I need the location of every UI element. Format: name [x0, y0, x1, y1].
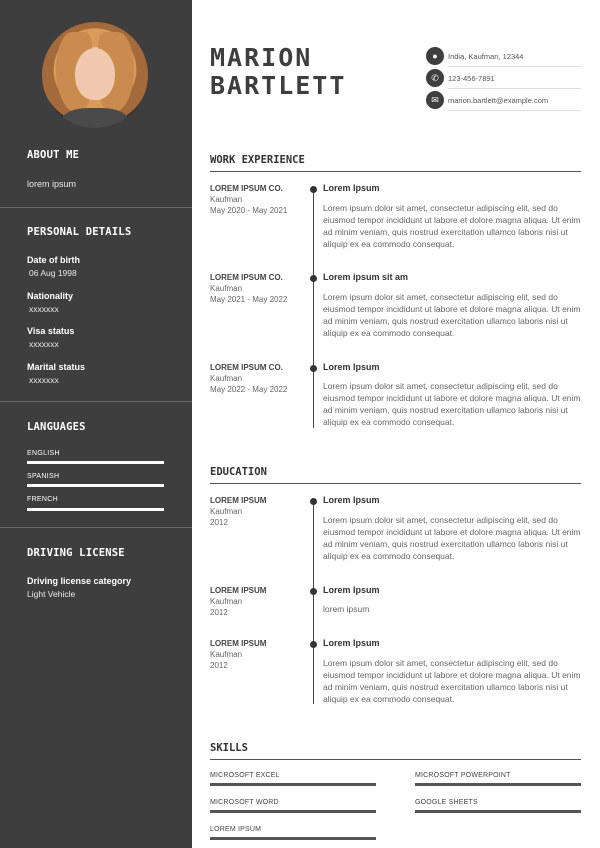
work-date: May 2021 - May 2022	[210, 295, 288, 304]
detail-value-dob: 06 Aug 1998	[29, 268, 77, 278]
detail-label-marital: Marital status	[27, 362, 86, 372]
driving-license-heading: DRIVING LICENSE	[27, 547, 125, 559]
email-icon: ✉	[426, 91, 444, 109]
detail-label-nationality: Nationality	[27, 291, 74, 301]
last-name: BARTLETT	[210, 71, 347, 100]
language-spanish: SPANISH	[27, 473, 60, 480]
work-description: Lorem ipsum dolor sit amet, consectetur adipiscing elit, sed do eiusmod tempor incididunt ut labore et dolore magna aliqua. Ut enim ad minim veniam, quis nostrud exercitation ullamco laboris nisi ut aliquip ex ea commodo consequat.	[323, 292, 581, 338]
skill-name: GOOGLE SHEETS	[415, 799, 478, 806]
about-heading: ABOUT ME	[27, 149, 80, 161]
timeline-dot	[310, 365, 317, 372]
skill-name: LOREM IPSUM	[210, 826, 262, 833]
driving-license-value: Light Vehicle	[27, 589, 76, 599]
timeline-dot	[310, 588, 317, 595]
sidebar-divider	[0, 207, 192, 208]
detail-label-dob: Date of birth	[27, 255, 80, 265]
first-name: MARION	[210, 43, 313, 72]
skill-bar	[210, 783, 376, 786]
contact-divider	[448, 66, 581, 67]
skill-bar	[210, 837, 376, 840]
location-icon: ●	[426, 47, 444, 65]
timeline-dot	[310, 186, 317, 193]
contact-email[interactable]: marion.bartlett@example.com	[448, 96, 549, 105]
work-title: Lorem Ipsum	[323, 362, 380, 372]
language-french: FRENCH	[27, 496, 58, 503]
timeline-dot	[310, 498, 317, 505]
education-timeline	[313, 500, 314, 704]
education-title: Lorem Ipsum	[323, 638, 380, 648]
education-city: Kaufman	[210, 507, 243, 516]
sidebar-divider	[0, 527, 192, 528]
education-description: Lorem ipsum dolor sit amet, consectetur adipiscing elit, sed do eiusmod tempor incididunt ut labore et dolore magna aliqua. Ut enim ad minim veniam, quis nostrud exercitation ullamco laboris nisi ut aliquip ex ea commodo consequat.	[323, 515, 581, 561]
education-date: 2012	[210, 608, 228, 617]
detail-value-nationality: xxxxxxx	[29, 304, 59, 314]
contact-phone: 123-456-7891	[448, 74, 495, 83]
about-text: lorem ipsum	[27, 179, 77, 189]
phone-icon: ✆	[426, 69, 444, 87]
work-org: LOREM IPSUM CO.	[210, 363, 283, 372]
section-divider	[210, 171, 581, 172]
work-city: Kaufman	[210, 195, 243, 204]
sidebar	[0, 0, 192, 848]
work-city: Kaufman	[210, 284, 243, 293]
education-city: Kaufman	[210, 650, 243, 659]
photo-face	[75, 48, 115, 100]
education-description: Lorem ipsum dolor sit amet, consectetur adipiscing elit, sed do eiusmod tempor incididunt ut labore et dolore magna aliqua. Ut enim ad minim veniam, quis nostrud exercitation ullamco laboris nisi ut aliquip ex ea commodo consequat.	[323, 658, 581, 704]
contact-address: India, Kaufman, 12344	[448, 52, 524, 61]
work-title: Lorem Ipsum	[323, 183, 380, 193]
section-divider	[210, 759, 581, 760]
photo-shirt	[62, 108, 128, 128]
timeline-dot	[310, 641, 317, 648]
detail-label-visa: Visa status	[27, 326, 75, 336]
education-city: Kaufman	[210, 597, 243, 606]
skill-bar	[415, 810, 581, 813]
education-org: LOREM IPSUM	[210, 496, 267, 505]
skill-bar	[415, 783, 581, 786]
work-org: LOREM IPSUM CO.	[210, 273, 283, 282]
education-org: LOREM IPSUM	[210, 639, 267, 648]
section-divider	[210, 483, 581, 484]
education-heading: EDUCATION	[210, 466, 267, 478]
education-date: 2012	[210, 661, 228, 670]
profile-photo	[42, 22, 148, 128]
work-date: May 2022 - May 2022	[210, 385, 288, 394]
sidebar-divider	[0, 401, 192, 402]
detail-value-marital: xxxxxxx	[29, 375, 59, 385]
education-title: Lorem Ipsum	[323, 495, 380, 505]
skill-name: MICROSOFT WORD	[210, 799, 279, 806]
contact-divider	[448, 110, 581, 111]
language-bar-spanish	[27, 484, 164, 487]
skill-name: MICROSOFT POWERPOINT	[415, 772, 511, 779]
contact-divider	[448, 88, 581, 89]
education-org: LOREM IPSUM	[210, 586, 267, 595]
language-bar-english	[27, 461, 164, 464]
work-org: LOREM IPSUM CO.	[210, 184, 283, 193]
work-timeline	[313, 188, 314, 428]
language-english: ENGLISH	[27, 450, 60, 457]
detail-value-visa: xxxxxxx	[29, 339, 59, 349]
skill-name: MICROSOFT EXCEL	[210, 772, 280, 779]
skills-heading: SKILLS	[210, 742, 248, 754]
education-title: Lorem Ipsum	[323, 585, 380, 595]
language-bar-french	[27, 508, 164, 511]
personal-details-heading: PERSONAL DETAILS	[27, 226, 132, 238]
skill-bar	[210, 810, 376, 813]
work-city: Kaufman	[210, 374, 243, 383]
education-description: lorem ipsum	[323, 604, 370, 614]
languages-heading: LANGUAGES	[27, 421, 86, 433]
work-date: May 2020 - May 2021	[210, 206, 288, 215]
work-title: Lorem ipsum sit am	[323, 272, 409, 282]
work-experience-heading: WORK EXPERIENCE	[210, 154, 305, 166]
work-description: Lorem ipsum dolor sit amet, consectetur adipiscing elit, sed do eiusmod tempor incididunt ut labore et dolore magna aliqua. Ut enim ad minim veniam, quis nostrud exercitation ullamco laboris nisi ut aliquip ex ea commodo consequat.	[323, 381, 581, 427]
education-date: 2012	[210, 518, 228, 527]
timeline-dot	[310, 275, 317, 282]
work-description: Lorem ipsum dolor sit amet, consectetur adipiscing elit, sed do eiusmod tempor incididunt ut labore et dolore magna aliqua. Ut enim ad minim veniam, quis nostrud exercitation ullamco laboris nisi ut aliquip ex ea commodo consequat.	[323, 203, 581, 249]
driving-license-label: Driving license category	[27, 576, 132, 586]
